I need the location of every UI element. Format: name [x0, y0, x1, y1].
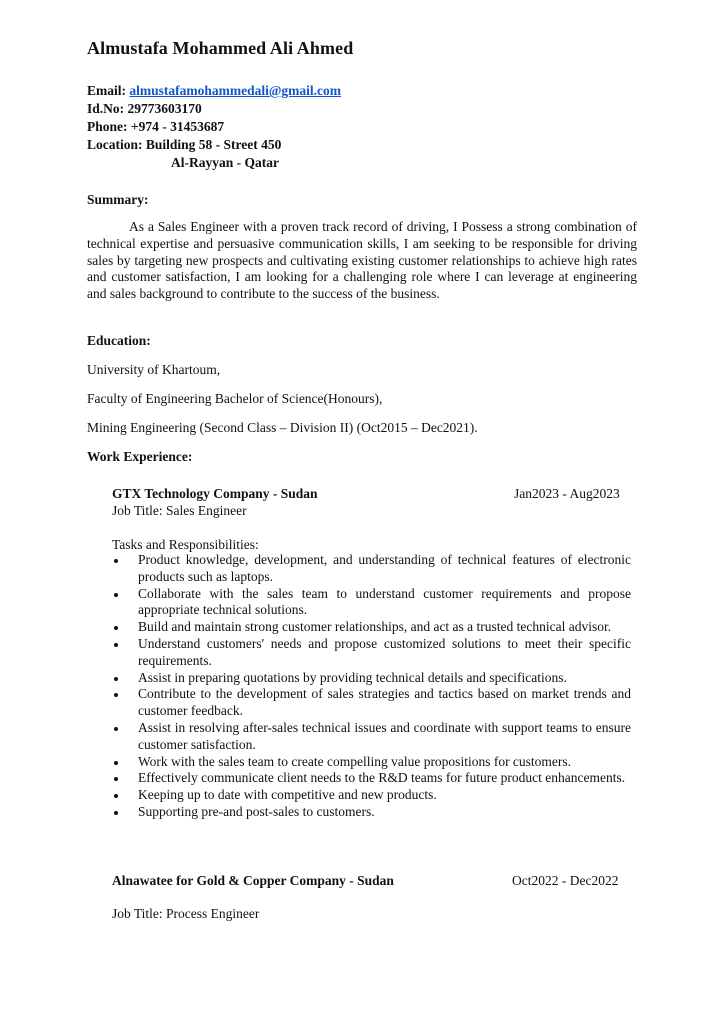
list-item: [112, 770, 631, 787]
task-text: Effectively communicate client needs to the R&D teams for future product enhancements.: [138, 770, 626, 786]
location-line2: Al-Rayyan - Qatar: [171, 155, 279, 170]
list-item: [112, 787, 631, 804]
work-heading: Work Experience:: [87, 449, 193, 464]
list-item: [112, 686, 631, 720]
location-line1: Building 58 - Street 450: [145, 137, 282, 152]
candidate-name: Almustafa Mohammed Ali Ahmed: [87, 38, 354, 58]
job-company: Alnawatee for Gold & Copper Company - Sudan: [112, 873, 394, 888]
education-faculty: Faculty of Engineering Bachelor of Science(Honours),: [87, 391, 383, 406]
location-label: Location:: [87, 137, 143, 152]
job-company: GTX Technology Company - Sudan: [112, 486, 318, 501]
education-program: Mining Engineering (Second Class – Division II) (Oct2015 – Dec2021).: [87, 420, 478, 435]
location-row: [87, 136, 341, 154]
task-text: Product knowledge, development, and understanding of technical features of electronic products such as laptops.: [138, 552, 631, 584]
list-item: [112, 552, 631, 586]
task-text: Collaborate with the sales team to understand customer requirements and propose appropriate technical solutions.: [138, 585, 631, 618]
list-item: [112, 636, 631, 670]
task-text: Build and maintain strong customer relationships, and act as a trusted technical advisor.: [138, 619, 612, 635]
email-link[interactable]: almustafamohammedali@gmail.com: [129, 83, 342, 98]
job-dates: Oct2022 - Dec2022: [512, 873, 619, 888]
task-text: Understand customers' needs and propose customized solutions to meet their specific requirements.: [138, 635, 631, 668]
list-item: [112, 586, 631, 620]
job-title: Job Title: Sales Engineer: [112, 503, 247, 518]
summary-heading: Summary:: [87, 192, 149, 207]
job-dates: Jan2023 - Aug2023: [514, 486, 620, 501]
id-value: 29773603170: [127, 101, 202, 116]
tasks-list: [112, 552, 631, 821]
task-text: Keeping up to date with competitive and new products.: [138, 787, 437, 803]
email-label: Email:: [87, 83, 126, 98]
list-item: [112, 804, 631, 821]
task-text: Assist in preparing quotations by providing technical details and specifications.: [138, 669, 567, 685]
list-item: [112, 619, 631, 636]
list-item: [112, 670, 631, 687]
education-university: University of Khartoum,: [87, 362, 221, 377]
phone-value: +974 - 31453687: [130, 119, 225, 134]
phone-row: [87, 118, 341, 136]
tasks-heading: Tasks and Responsibilities:: [112, 537, 259, 552]
list-item: [112, 754, 631, 771]
task-text: Assist in resolving after-sales technical issues and coordinate with support teams to ensure customer satisfaction.: [138, 719, 631, 752]
id-row: [87, 100, 341, 118]
task-text: Supporting pre-and post-sales to customers.: [138, 803, 375, 819]
task-text: Contribute to the development of sales strategies and tactics based on market trends and customer feedback.: [138, 686, 631, 719]
education-heading: Education:: [87, 333, 151, 348]
task-text: Work with the sales team to create compelling value propositions for customers.: [138, 753, 572, 769]
job-title: Job Title: Process Engineer: [112, 906, 260, 921]
id-label: Id.No:: [87, 101, 125, 116]
email-row: [87, 82, 341, 100]
summary-text: As a Sales Engineer with a proven track record of driving, I Possess a strong combination of technical expertise and persuasive communication skills, I am seeking to be responsible for driving sales by targeting new prospects and cultivating existing customer relationships to achieve high rates and customer satisfaction, I am looking for a challenging role where I can leverage at engineering and sales background to contribute to the success of the business.: [87, 219, 637, 302]
contact-block: [87, 82, 341, 172]
phone-label: Phone:: [87, 119, 128, 134]
list-item: [112, 720, 631, 754]
